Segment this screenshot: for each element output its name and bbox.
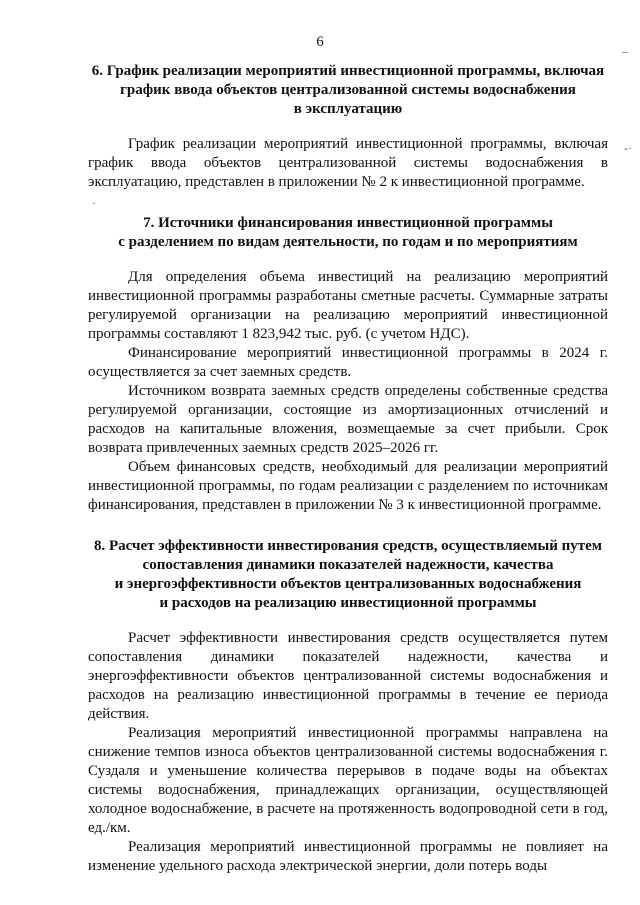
section-8-paragraph: Реализация мероприятий инвестиционной программы направлена на снижение темпов износа объектов централизованной системы водоснабжения г. Суздаля и уменьшение количества перерывов в подаче воды на объектах системы водоснабжения, принадлежащих организации, осуществляющей холодное водоснабжение, в расчете на протяженность водопроводной сети в год, ед./км.	[88, 725, 608, 836]
section-8-paragraph: Расчет эффективности инвестирования средств осуществляется путем сопоставления динамики показателей надежности, качества и энергоэффективности объектов централизованной системы водоснабжения и расходов на реализацию инвестиционной программы в течение ее периода действия.	[88, 630, 608, 722]
scan-mark: -·	[624, 141, 632, 155]
heading-line: с разделением по видам деятельности, по годам и по мероприятиям	[118, 234, 578, 250]
heading-line: 6. График реализации мероприятий инвестиционной программы, включая	[91, 63, 605, 79]
heading-line: 8. Расчет эффективности инвестирования средств, осуществляемый путем	[94, 538, 602, 554]
section-7-paragraph: Источником возврата заемных средств определены собственные средства регулируемой организации, состоящие из амортизационных отчислений и расходов на капитальные вложения, возмещаемые за счет прибыли. Срок возврата привлеченных заемных средств 2025–2026 гг.	[88, 383, 608, 456]
section-8-heading	[88, 537, 608, 613]
section-7-paragraph: Для определения объема инвестиций на реализацию мероприятий инвестиционной программы разработаны сметные расчеты. Суммарные затраты регулируемой организации на реализацию мероприятий инвестиционной программы составляют 1 823,942 тыс. руб. (с учетом НДС).	[88, 269, 608, 342]
heading-line: 7. Источники финансирования инвестиционной программы	[143, 215, 553, 231]
section-7-heading	[88, 214, 608, 252]
section-8-paragraph: Реализация мероприятий инвестиционной программы не повлияет на изменение удельного расхода электрической энергии, доли потерь воды	[88, 839, 608, 874]
heading-line: и энергоэффективности объектов централизованных водоснабжения	[114, 576, 582, 592]
document-body	[88, 62, 608, 876]
page-number: 6	[316, 34, 324, 50]
heading-line: в эксплуатацию	[293, 101, 403, 117]
section-7-paragraph: Объем финансовых средств, необходимый для реализации мероприятий инвестиционной программы, по годам реализации с разделением по источникам финансирования, представлен в приложении № 3 к инвестиционной программе.	[88, 459, 608, 513]
section-6-paragraph: График реализации мероприятий инвестиционной программы, включая график ввода объектов централизованной системы водоснабжения в эксплуатацию, представлен в приложении № 2 к инвестиционной программе.	[88, 136, 608, 190]
heading-line: график ввода объектов централизованной системы водоснабжения	[120, 82, 576, 98]
section-6-heading	[88, 62, 608, 119]
section-7-paragraph: Финансирование мероприятий инвестиционной программы в 2024 г. осуществляется за счет заемных средств.	[88, 345, 608, 380]
heading-line: сопоставления динамики показателей надежности, качества	[142, 557, 554, 573]
scan-mark: ·	[92, 196, 96, 210]
heading-line: и расходов на реализацию инвестиционной программы	[159, 595, 537, 611]
scan-mark: –	[622, 44, 628, 58]
